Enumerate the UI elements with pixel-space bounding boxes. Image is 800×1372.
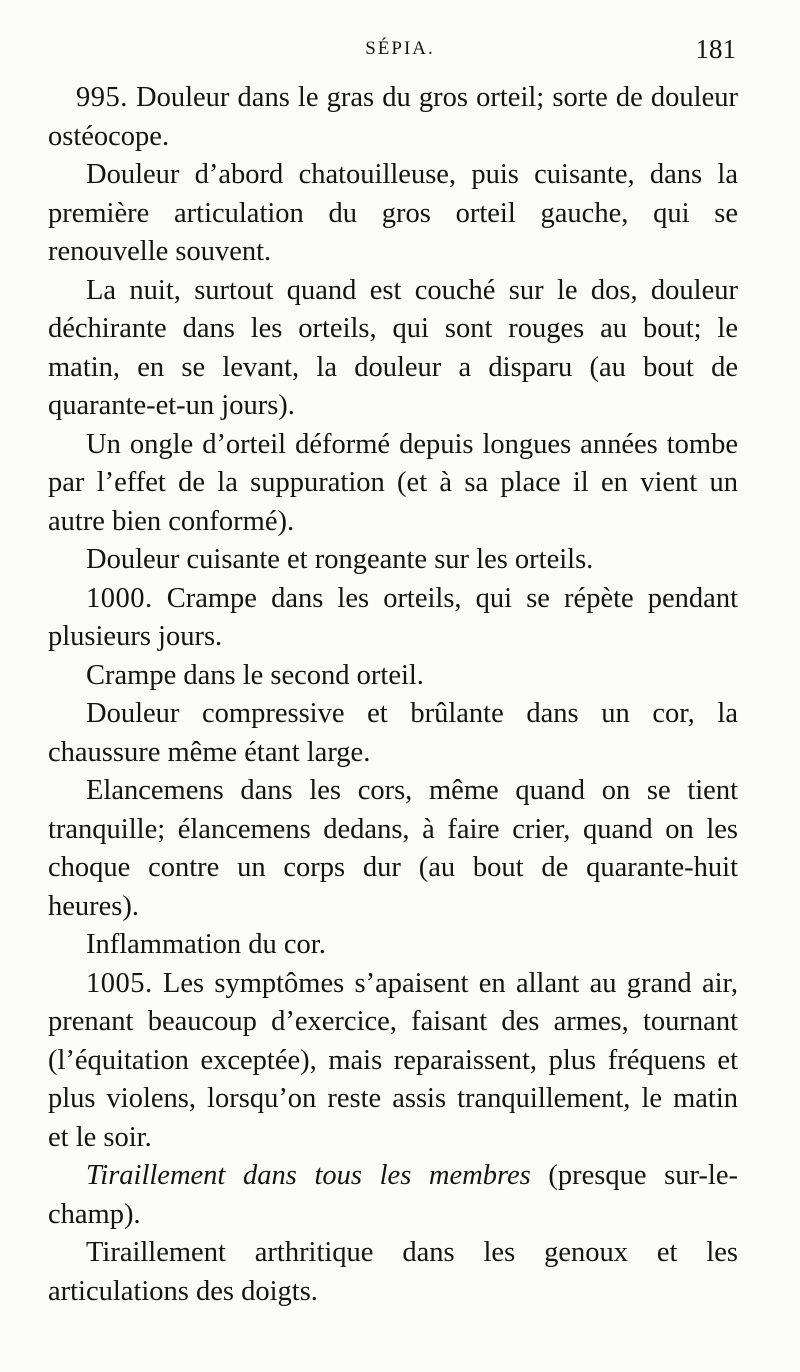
page-header <box>0 34 800 74</box>
paragraph: Tiraillement arthritique dans les genoux et les articulations des doigts. <box>48 1237 738 1307</box>
paragraph-number: 1000. <box>86 582 153 614</box>
paragraph: Douleur cuisante et rongeante sur les orteils. <box>86 544 594 575</box>
paragraph-995 <box>48 79 738 156</box>
paragraph: Douleur d’abord chatouilleuse, puis cuisante, dans la première articulation du gros orteil gauche, qui se renouvelle souvent. <box>48 159 738 267</box>
paragraph: Inflammation du cor. <box>86 929 326 960</box>
paragraph-1000 <box>48 580 738 657</box>
paragraph-text: Crampe dans les orteils, qui se répète pendant plusieurs jours. <box>48 582 738 652</box>
paragraph: Elancemens dans les cors, même quand on se tient tranquille; élancemens dedans, à faire crier, quand on les choque contre un corps dur (au bout de quarante-huit heures). <box>48 775 738 922</box>
paragraph-number: 1005. <box>86 967 153 999</box>
paragraph: La nuit, surtout quand est couché sur le dos, douleur déchirante dans les orteils, qui sont rouges au bout; le matin, en se levant, la douleur a disparu (au bout de quarante-et-un jours). <box>48 274 738 421</box>
paragraph: Crampe dans le second orteil. <box>86 659 424 691</box>
paragraph-text: Douleur dans le gras du gros orteil; sorte de douleur ostéocope. <box>48 82 738 152</box>
paragraph: Un ongle d’orteil déformé depuis longues années tombe par l’effet de la suppuration (et à sa place il en vient un autre bien conformé). <box>48 428 738 537</box>
paragraph-1005 <box>48 965 738 1158</box>
italic-heading: Tiraillement dans tous les membres <box>86 1160 531 1191</box>
running-title: SÉPIA. <box>365 38 435 59</box>
page-number: 181 <box>695 34 736 64</box>
paragraph-text: Les symptômes s’apaisent en allant au grand air, prenant beaucoup d’exercice, faisant des armes, tournant (l’équitation exceptée), mais reparaissent, plus fréquens et plus violens, lorsqu’on reste assis tranquillement, le matin et le soir. <box>48 967 738 1153</box>
body-text <box>48 79 738 1311</box>
paragraph-text: (presque sur-le-champ). <box>48 1160 738 1230</box>
paragraph-number: 995. <box>76 82 128 113</box>
paragraph: Douleur compressive et brûlante dans un cor, la chaussure même étant large. <box>48 698 738 768</box>
paragraph <box>48 1157 738 1234</box>
